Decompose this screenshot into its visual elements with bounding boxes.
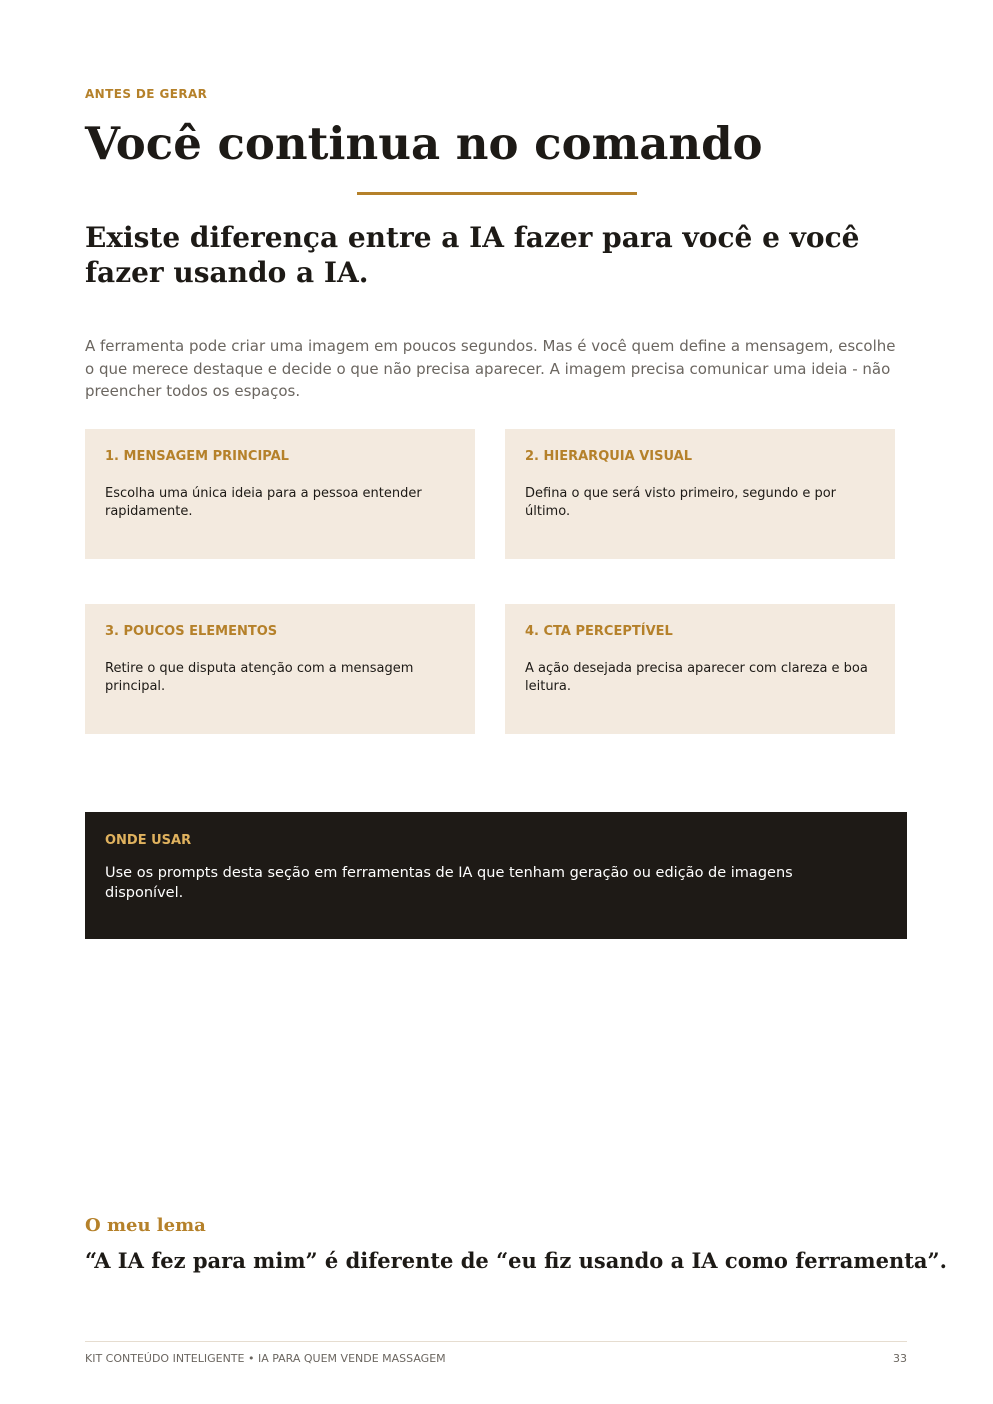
page-title: Você continua no comando — [85, 117, 763, 170]
card-text: Retire o que disputa atenção com a mensagem principal. — [105, 661, 414, 694]
card-poucos-elementos — [85, 604, 475, 734]
card-title: 1. MENSAGEM PRINCIPAL — [105, 449, 289, 464]
card-title: 2. HIERARQUIA VISUAL — [525, 449, 692, 464]
title-divider — [357, 192, 637, 195]
card-text: A ação desejada precisa aparecer com clareza e boa leitura. — [525, 661, 868, 694]
where-to-use-text: Use os prompts desta seção em ferramentas de IA que tenham geração ou edição de imagens disponível. — [105, 865, 793, 901]
intro-paragraph: A ferramenta pode criar uma imagem em poucos segundos. Mas é você quem define a mensagem, escolhe o que merece destaque e decide o que não precisa aparecer. A imagem precisa comunicar uma ideia - não preencher todos os espaços. — [85, 337, 896, 400]
where-to-use-title: ONDE USAR — [105, 833, 192, 848]
motto-quote: “A IA fez para mim” é diferente de “eu fiz usando a IA como ferramenta”. — [85, 1248, 947, 1273]
card-text: Defina o que será visto primeiro, segundo e por último. — [525, 486, 836, 519]
card-hierarquia-visual — [505, 429, 895, 559]
card-cta-perceptivel — [505, 604, 895, 734]
section-eyebrow: ANTES DE GERAR — [85, 87, 208, 101]
card-title: 3. POUCOS ELEMENTOS — [105, 624, 278, 639]
card-mensagem-principal — [85, 429, 475, 559]
card-text: Escolha uma única ideia para a pessoa entender rapidamente. — [105, 486, 422, 519]
motto-label: O meu lema — [85, 1215, 206, 1236]
page-subtitle: Existe diferença entre a IA fazer para você e você fazer usando a IA. — [85, 221, 860, 289]
page-number: 33 — [893, 1352, 907, 1365]
card-title: 4. CTA PERCEPTÍVEL — [525, 624, 673, 639]
where-to-use-box — [85, 812, 907, 939]
footer-title: KIT CONTEÚDO INTELIGENTE • IA PARA QUEM VENDE MASSAGEM — [85, 1352, 446, 1365]
footer-divider — [85, 1341, 907, 1342]
